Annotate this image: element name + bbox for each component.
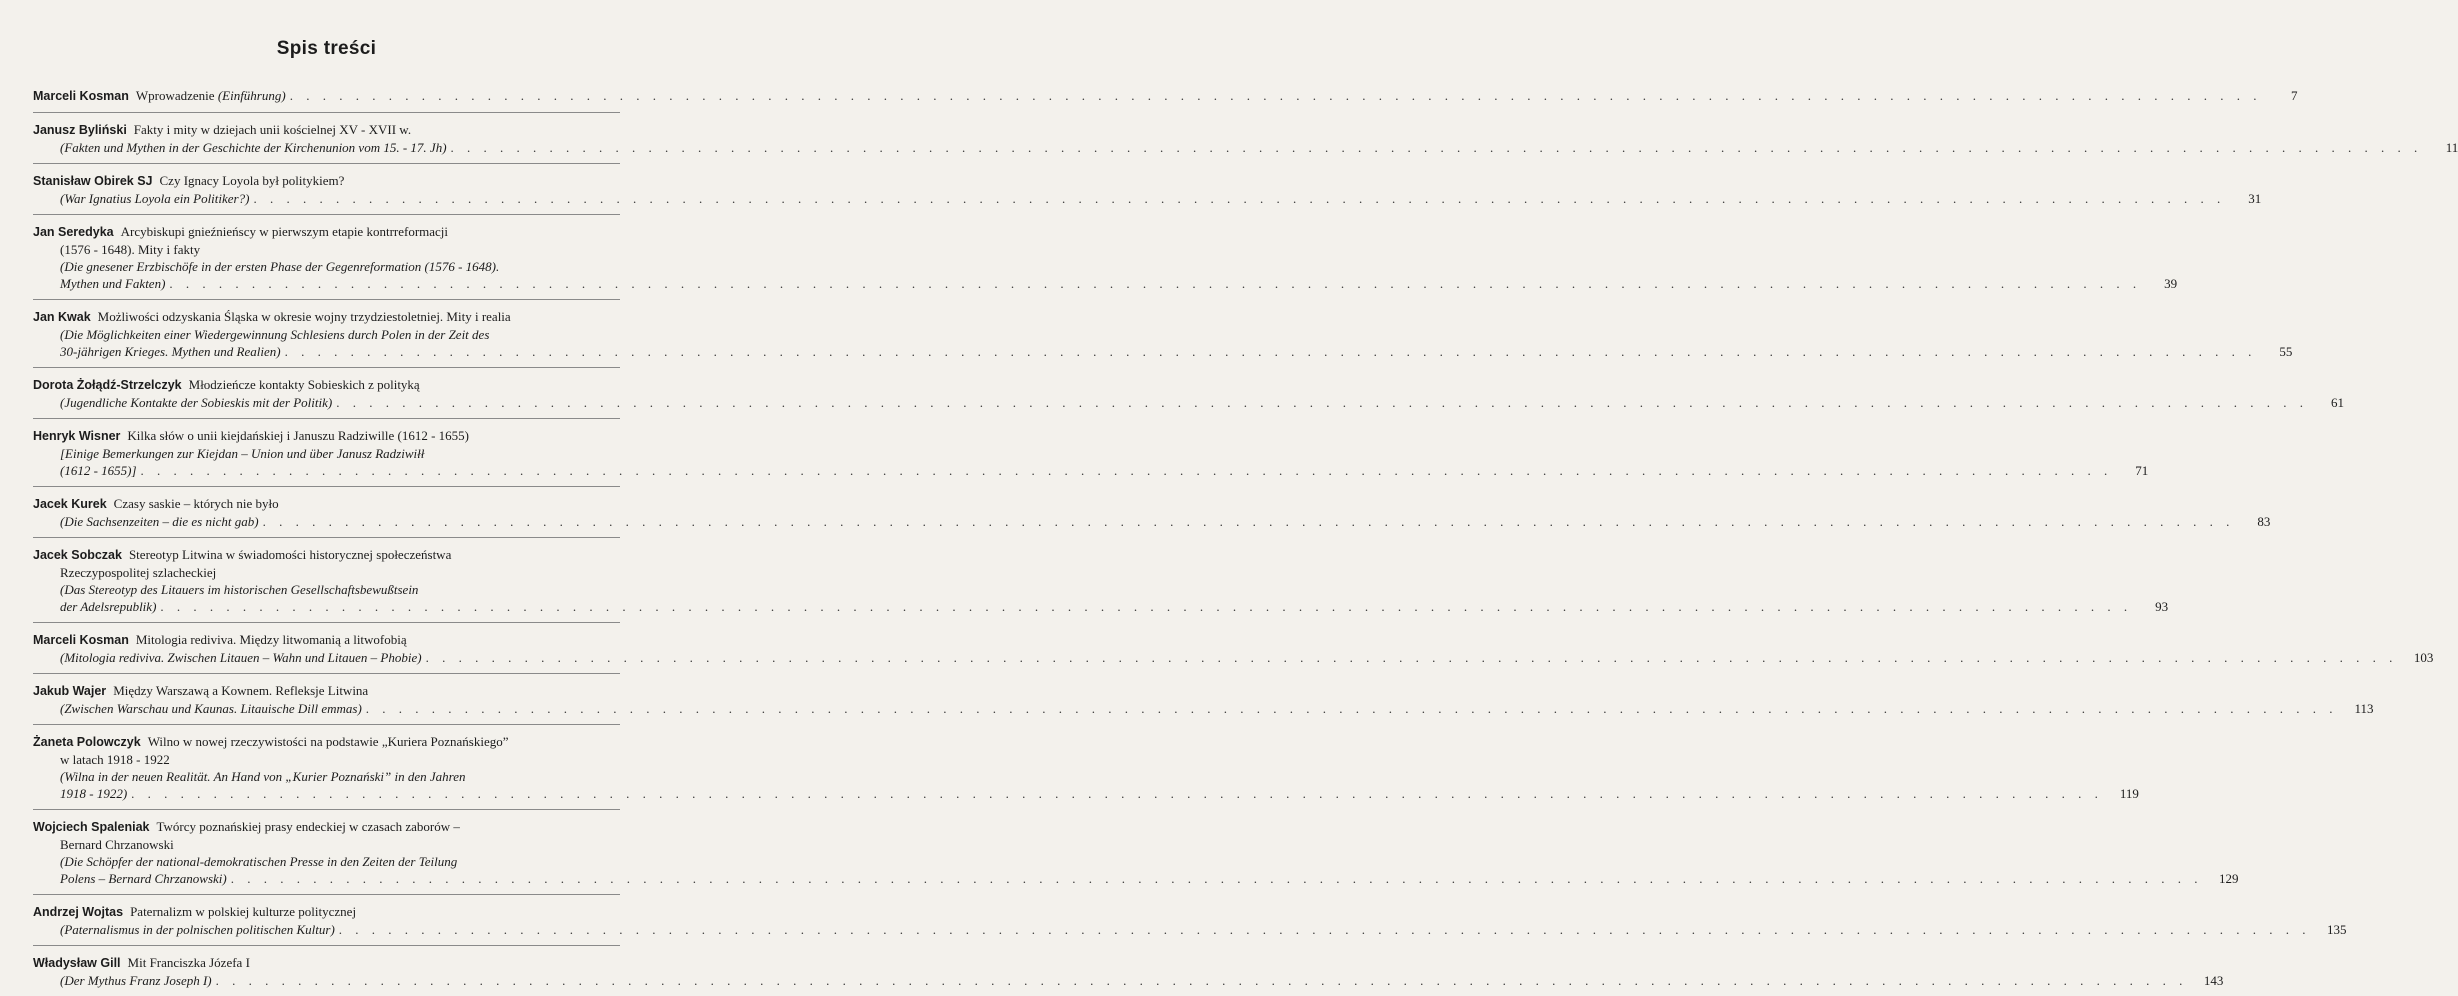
- dot-leader: . . . . . . . . . . . . . . . . . . . . . . . . . . . . . . . . . . . . . . . . . . . . . . . . . . . . . . . . . . . . . . . . . . . . . . . . . . . . . . . . . . . . . . . . . . . . . . . . . . . . . . . . . . . . . . . . . . . . . . . .: [450, 140, 2423, 155]
- entry-title-pl: Arcybiskupi gnieźnieńscy w pierwszym etapie kontrreformacji: [120, 224, 449, 239]
- entry-title-pl: Między Warszawą a Kownem. Refleksje Litwina: [113, 683, 369, 698]
- entry-first-line: [33, 954, 612, 972]
- entry-title-pl: Fakty i mity w dziejach unii kościelnej XV - XVII w.: [133, 122, 412, 137]
- toc-line-with-page: [33, 921, 2347, 938]
- entry-line-text: [33, 87, 286, 105]
- dot-leader: . . . . . . . . . . . . . . . . . . . . . . . . . . . . . . . . . . . . . . . . . . . . . . . . . . . . . . . . . . . . . . . . . . . . . . . . . . . . . . . . . . . . . . . . . . . . . . . . . . . . . . . . . . . . . . . . . . . . . . . .: [131, 786, 2103, 801]
- toc-entry: [33, 308, 2293, 368]
- toc-line-with-page: [33, 870, 2239, 887]
- toc-entry: [33, 495, 2271, 538]
- toc-line-with-page: [33, 972, 2224, 989]
- entry-title-de: (Die gnesener Erzbischöfe in der ersten Phase der Gegenreformation (1576 - 1648).: [60, 259, 500, 274]
- entry-title-de: 1918 - 1922): [60, 786, 128, 801]
- toc-entry: [33, 682, 2374, 725]
- toc-line-with-page: [33, 649, 2434, 666]
- entry-title-de: [Einige Bemerkungen zur Kiejdan – Union und über Janusz Radziwiłł: [60, 446, 425, 461]
- entry-first-line: [33, 546, 612, 564]
- page-title: Spis treści: [276, 38, 377, 59]
- toc-line-with-page: [33, 394, 2344, 411]
- entry-first-line: [33, 631, 612, 649]
- page-number: 119: [2119, 786, 2139, 801]
- page-number: 39: [2164, 276, 2178, 291]
- toc-list: [33, 87, 2458, 996]
- entry-author: Marceli Kosman: [33, 89, 129, 103]
- dot-leader: . . . . . . . . . . . . . . . . . . . . . . . . . . . . . . . . . . . . . . . . . . . . . . . . . . . . . . . . . . . . . . . . . . . . . . . . . . . . . . . . . . . . . . . . . . . . . . . . . . . . . . . . . . . . . . . . . . . . . . . .: [338, 922, 2311, 937]
- entry-title-de: Polens – Bernard Chrzanowski): [60, 871, 227, 886]
- toc-line-with-page: [33, 275, 2178, 292]
- page-number: 83: [2257, 514, 2271, 529]
- dot-leader: . . . . . . . . . . . . . . . . . . . . . . . . . . . . . . . . . . . . . . . . . . . . . . . . . . . . . . . . . . . . . . . . . . . . . . . . . . . . . . . . . . . . . . . . . . . . . . . . . . . . . . . . . . . . . . . . . . . . . . . .: [336, 395, 2308, 410]
- entry-first-line: [33, 733, 612, 751]
- dot-leader: . . . . . . . . . . . . . . . . . . . . . . . . . . . . . . . . . . . . . . . . . . . . . . . . . . . . . . . . . . . . . . . . . . . . . . . . . . . . . . . . . . . . . . . . . . . . . . . . . . . . . . . . . . . . . . . . . . . . . . . .: [425, 650, 2398, 665]
- entry-title-pl: Czasy saskie – których nie było: [113, 496, 279, 511]
- toc-line-with-page: [33, 190, 2262, 207]
- entry-first-line: [33, 903, 612, 921]
- entry-title-pl: Możliwości odzyskania Śląska w okresie wojny trzydziestoletniej. Mity i realia: [97, 309, 511, 324]
- toc-entry: [33, 903, 2347, 946]
- dot-leader: . . . . . . . . . . . . . . . . . . . . . . . . . . . . . . . . . . . . . . . . . . . . . . . . . . . . . . . . . . . . . . . . . . . . . . . . . . . . . . . . . . . . . . . . . . . . . . . . . . . . . . . . . . . . . . . . . . . . . . . .: [140, 463, 2113, 478]
- entry-title-pl: Kilka słów o unii kiejdańskiej i Januszu Radziwille (1612 - 1655): [127, 428, 469, 443]
- entry-author: Janusz Byliński: [33, 123, 127, 137]
- entry-author: Jacek Kurek: [33, 497, 107, 511]
- entry-author: Jan Kwak: [33, 310, 91, 324]
- toc-entry: [33, 954, 2224, 996]
- toc-entry: [33, 631, 2434, 674]
- entry-title-pl: Wprowadzenie: [135, 88, 215, 103]
- dot-leader: . . . . . . . . . . . . . . . . . . . . . . . . . . . . . . . . . . . . . . . . . . . . . . . . . . . . . . . . . . . . . . . . . . . . . . . . . . . . . . . . . . . . . . . . . . . . . . . . . . . . . . . . . . . . . . . . . . . . . . . .: [262, 514, 2235, 529]
- entry-title-pl: Mitologia rediviva. Między litwomanią a litwofobią: [135, 632, 407, 647]
- toc-entry: [33, 121, 2458, 164]
- entry-title-pl-continued: Bernard Chrzanowski: [60, 837, 174, 852]
- page-number: 11: [2445, 140, 2458, 155]
- entry-author: Dorota Żołądź-Strzelczyk: [33, 378, 182, 392]
- dot-leader: . . . . . . . . . . . . . . . . . . . . . . . . . . . . . . . . . . . . . . . . . . . . . . . . . . . . . . . . . . . . . . . . . . . . . . . . . . . . . . . . . . . . . . . . . . . . . . . . . . . . . . . . . . . . . . . . . . . . . . . .: [160, 599, 2133, 614]
- toc-entry: [33, 172, 2262, 215]
- entry-title-de: (Mitologia rediviva. Zwischen Litauen – Wahn und Litauen – Phobie): [60, 650, 422, 665]
- toc-entry: [33, 818, 2239, 895]
- entry-title-pl-continued: (1576 - 1648). Mity i fakty: [60, 242, 201, 257]
- entry-first-line: [33, 172, 612, 190]
- entry-title-pl: Mit Franciszka Józefa I: [127, 955, 250, 970]
- page-number: 7: [2290, 88, 2298, 103]
- entry-author: Władysław Gill: [33, 956, 121, 970]
- toc-entry: [33, 427, 2149, 487]
- entry-first-line: [33, 818, 612, 836]
- page-number: 93: [2155, 599, 2169, 614]
- dot-leader: . . . . . . . . . . . . . . . . . . . . . . . . . . . . . . . . . . . . . . . . . . . . . . . . . . . . . . . . . . . . . . . . . . . . . . . . . . . . . . . . . . . . . . . . . . . . . . . . . . . . . . . . . . . . . . . . . . . . . . . .: [253, 191, 2226, 206]
- entry-title-de: (Fakten und Mythen in der Geschichte der Kirchenunion vom 15. - 17. Jh): [60, 140, 447, 155]
- entry-title-pl: Twórcy poznańskiej prasy endeckiej w czasach zaborów –: [156, 819, 460, 834]
- page-number: 31: [2248, 191, 2262, 206]
- entry-title-pl: Wilno w nowej rzeczywistości na podstawie „Kuriera Poznańskiego”: [147, 734, 509, 749]
- page-number: 103: [2413, 650, 2434, 665]
- entry-first-line: [33, 121, 612, 139]
- entry-title-de: 30-jährigen Krieges. Mythen und Realien): [60, 344, 281, 359]
- toc-line-with-page: [33, 513, 2271, 530]
- toc-line-with-page: [33, 87, 2298, 105]
- dot-leader: . . . . . . . . . . . . . . . . . . . . . . . . . . . . . . . . . . . . . . . . . . . . . . . . . . . . . . . . . . . . . . . . . . . . . . . . . . . . . . . . . . . . . . . . . . . . . . . . . . . . . . . . . . . . . . . . . . . . . . . .: [230, 871, 2203, 886]
- dot-leader: . . . . . . . . . . . . . . . . . . . . . . . . . . . . . . . . . . . . . . . . . . . . . . . . . . . . . . . . . . . . . . . . . . . . . . . . . . . . . . . . . . . . . . . . . . . . . . . . . . . . . . . . . . . . . . . . . . . . . . . .: [169, 276, 2142, 291]
- page-number: 55: [2279, 344, 2293, 359]
- dot-leader: . . . . . . . . . . . . . . . . . . . . . . . . . . . . . . . . . . . . . . . . . . . . . . . . . . . . . . . . . . . . . . . . . . . . . . . . . . . . . . . . . . . . . . . . . . . . . . . . . . . . . . . . . . . . . . . . . . . . . . . .: [365, 701, 2338, 716]
- toc-line-with-page: [33, 785, 2139, 802]
- page-number: 61: [2330, 395, 2344, 410]
- entry-title-pl: Młodzieńcze kontakty Sobieskich z polityką: [188, 377, 420, 392]
- entry-title-de: der Adelsrepublik): [60, 599, 157, 614]
- entry-author: Wojciech Spaleniak: [33, 820, 150, 834]
- entry-first-line: [33, 223, 612, 241]
- entry-first-line: [33, 376, 612, 394]
- entry-first-line: [33, 495, 612, 513]
- entry-title-de: (Paternalismus in der polnischen politischen Kultur): [60, 922, 335, 937]
- entry-author: Marceli Kosman: [33, 633, 129, 647]
- entry-title-pl-continued: Rzeczypospolitej szlacheckiej: [60, 565, 217, 580]
- toc-entry: [33, 733, 2139, 810]
- entry-title-de: (Die Schöpfer der national-demokratischen Presse in den Zeiten der Teilung: [60, 854, 458, 869]
- page-number: 129: [2218, 871, 2239, 886]
- entry-first-line: [33, 682, 612, 700]
- entry-title-de: (Einführung): [217, 88, 286, 103]
- page-number: 71: [2135, 463, 2149, 478]
- entry-title-de: (1612 - 1655)]: [60, 463, 137, 478]
- toc-line-with-page: [33, 700, 2374, 717]
- dot-leader: . . . . . . . . . . . . . . . . . . . . . . . . . . . . . . . . . . . . . . . . . . . . . . . . . . . . . . . . . . . . . . . . . . . . . . . . . . . . . . . . . . . . . . . . . . . . . . . . . . . . . . . . . . . . . . . . . . . . . . . .: [215, 973, 2188, 988]
- entry-author: Żaneta Polowczyk: [33, 735, 141, 749]
- entry-title-pl: Czy Ignacy Loyola był politykiem?: [159, 173, 345, 188]
- page-number: 143: [2203, 973, 2224, 988]
- toc-line-with-page: [33, 343, 2293, 360]
- toc-entry: [33, 87, 2298, 113]
- entry-first-line: [33, 427, 612, 445]
- entry-author: Stanisław Obirek SJ: [33, 174, 153, 188]
- toc-entry: [33, 376, 2344, 419]
- entry-title-pl-continued: w latach 1918 - 1922: [60, 752, 170, 767]
- toc-line-with-page: [33, 139, 2458, 156]
- entry-title-pl: Paternalizm w polskiej kulturze politycznej: [130, 904, 357, 919]
- dot-leader: . . . . . . . . . . . . . . . . . . . . . . . . . . . . . . . . . . . . . . . . . . . . . . . . . . . . . . . . . . . . . . . . . . . . . . . . . . . . . . . . . . . . . . . . . . . . . . . . . . . . . . . . . . . . . . . . . . . . . . . .: [284, 344, 2257, 359]
- entry-title-de: (Zwischen Warschau und Kaunas. Litauische Dill emmas): [60, 701, 362, 716]
- entry-title-de: (Die Sachsenzeiten – die es nicht gab): [60, 514, 259, 529]
- page-number: 135: [2327, 922, 2347, 937]
- entry-author: Andrzej Wojtas: [33, 905, 124, 919]
- entry-author: Henryk Wisner: [33, 429, 121, 443]
- toc-entry: [33, 223, 2178, 300]
- dot-leader: . . . . . . . . . . . . . . . . . . . . . . . . . . . . . . . . . . . . . . . . . . . . . . . . . . . . . . . . . . . . . . . . . . . . . . . . . . . . . . . . . . . . . . . . . . . . . . . . . . . . . . . . . . . . . . . . . . . . . . . .: [289, 88, 2262, 103]
- entry-title-de: Mythen und Fakten): [60, 276, 166, 291]
- entry-title-de: (Wilna in der neuen Realität. An Hand von „Kurier Poznański” in den Jahren: [60, 769, 466, 784]
- entry-author: Jakub Wajer: [33, 684, 107, 698]
- toc-line-with-page: [33, 598, 2169, 615]
- entry-title-de: (Der Mythus Franz Joseph I): [60, 973, 212, 988]
- toc-entry: [33, 546, 2169, 623]
- entry-author: Jan Seredyka: [33, 225, 114, 239]
- entry-title-de: (Die Möglichkeiten einer Wiedergewinnung Schlesiens durch Polen in der Zeit des: [60, 327, 490, 342]
- entry-title-de: (Das Stereotyp des Litauers im historischen Gesellschaftsbewußtsein: [60, 582, 419, 597]
- entry-title-de: (Jugendliche Kontakte der Sobieskis mit der Politik): [60, 395, 333, 410]
- toc-line-with-page: [33, 462, 2149, 479]
- entry-title-de: (War Ignatius Loyola ein Politiker?): [60, 191, 250, 206]
- page-number: 113: [2354, 701, 2374, 716]
- entry-title-pl: Stereotyp Litwina w świadomości historycznej społeczeństwa: [128, 547, 452, 562]
- entry-first-line: [33, 308, 612, 326]
- entry-author: Jacek Sobczak: [33, 548, 122, 562]
